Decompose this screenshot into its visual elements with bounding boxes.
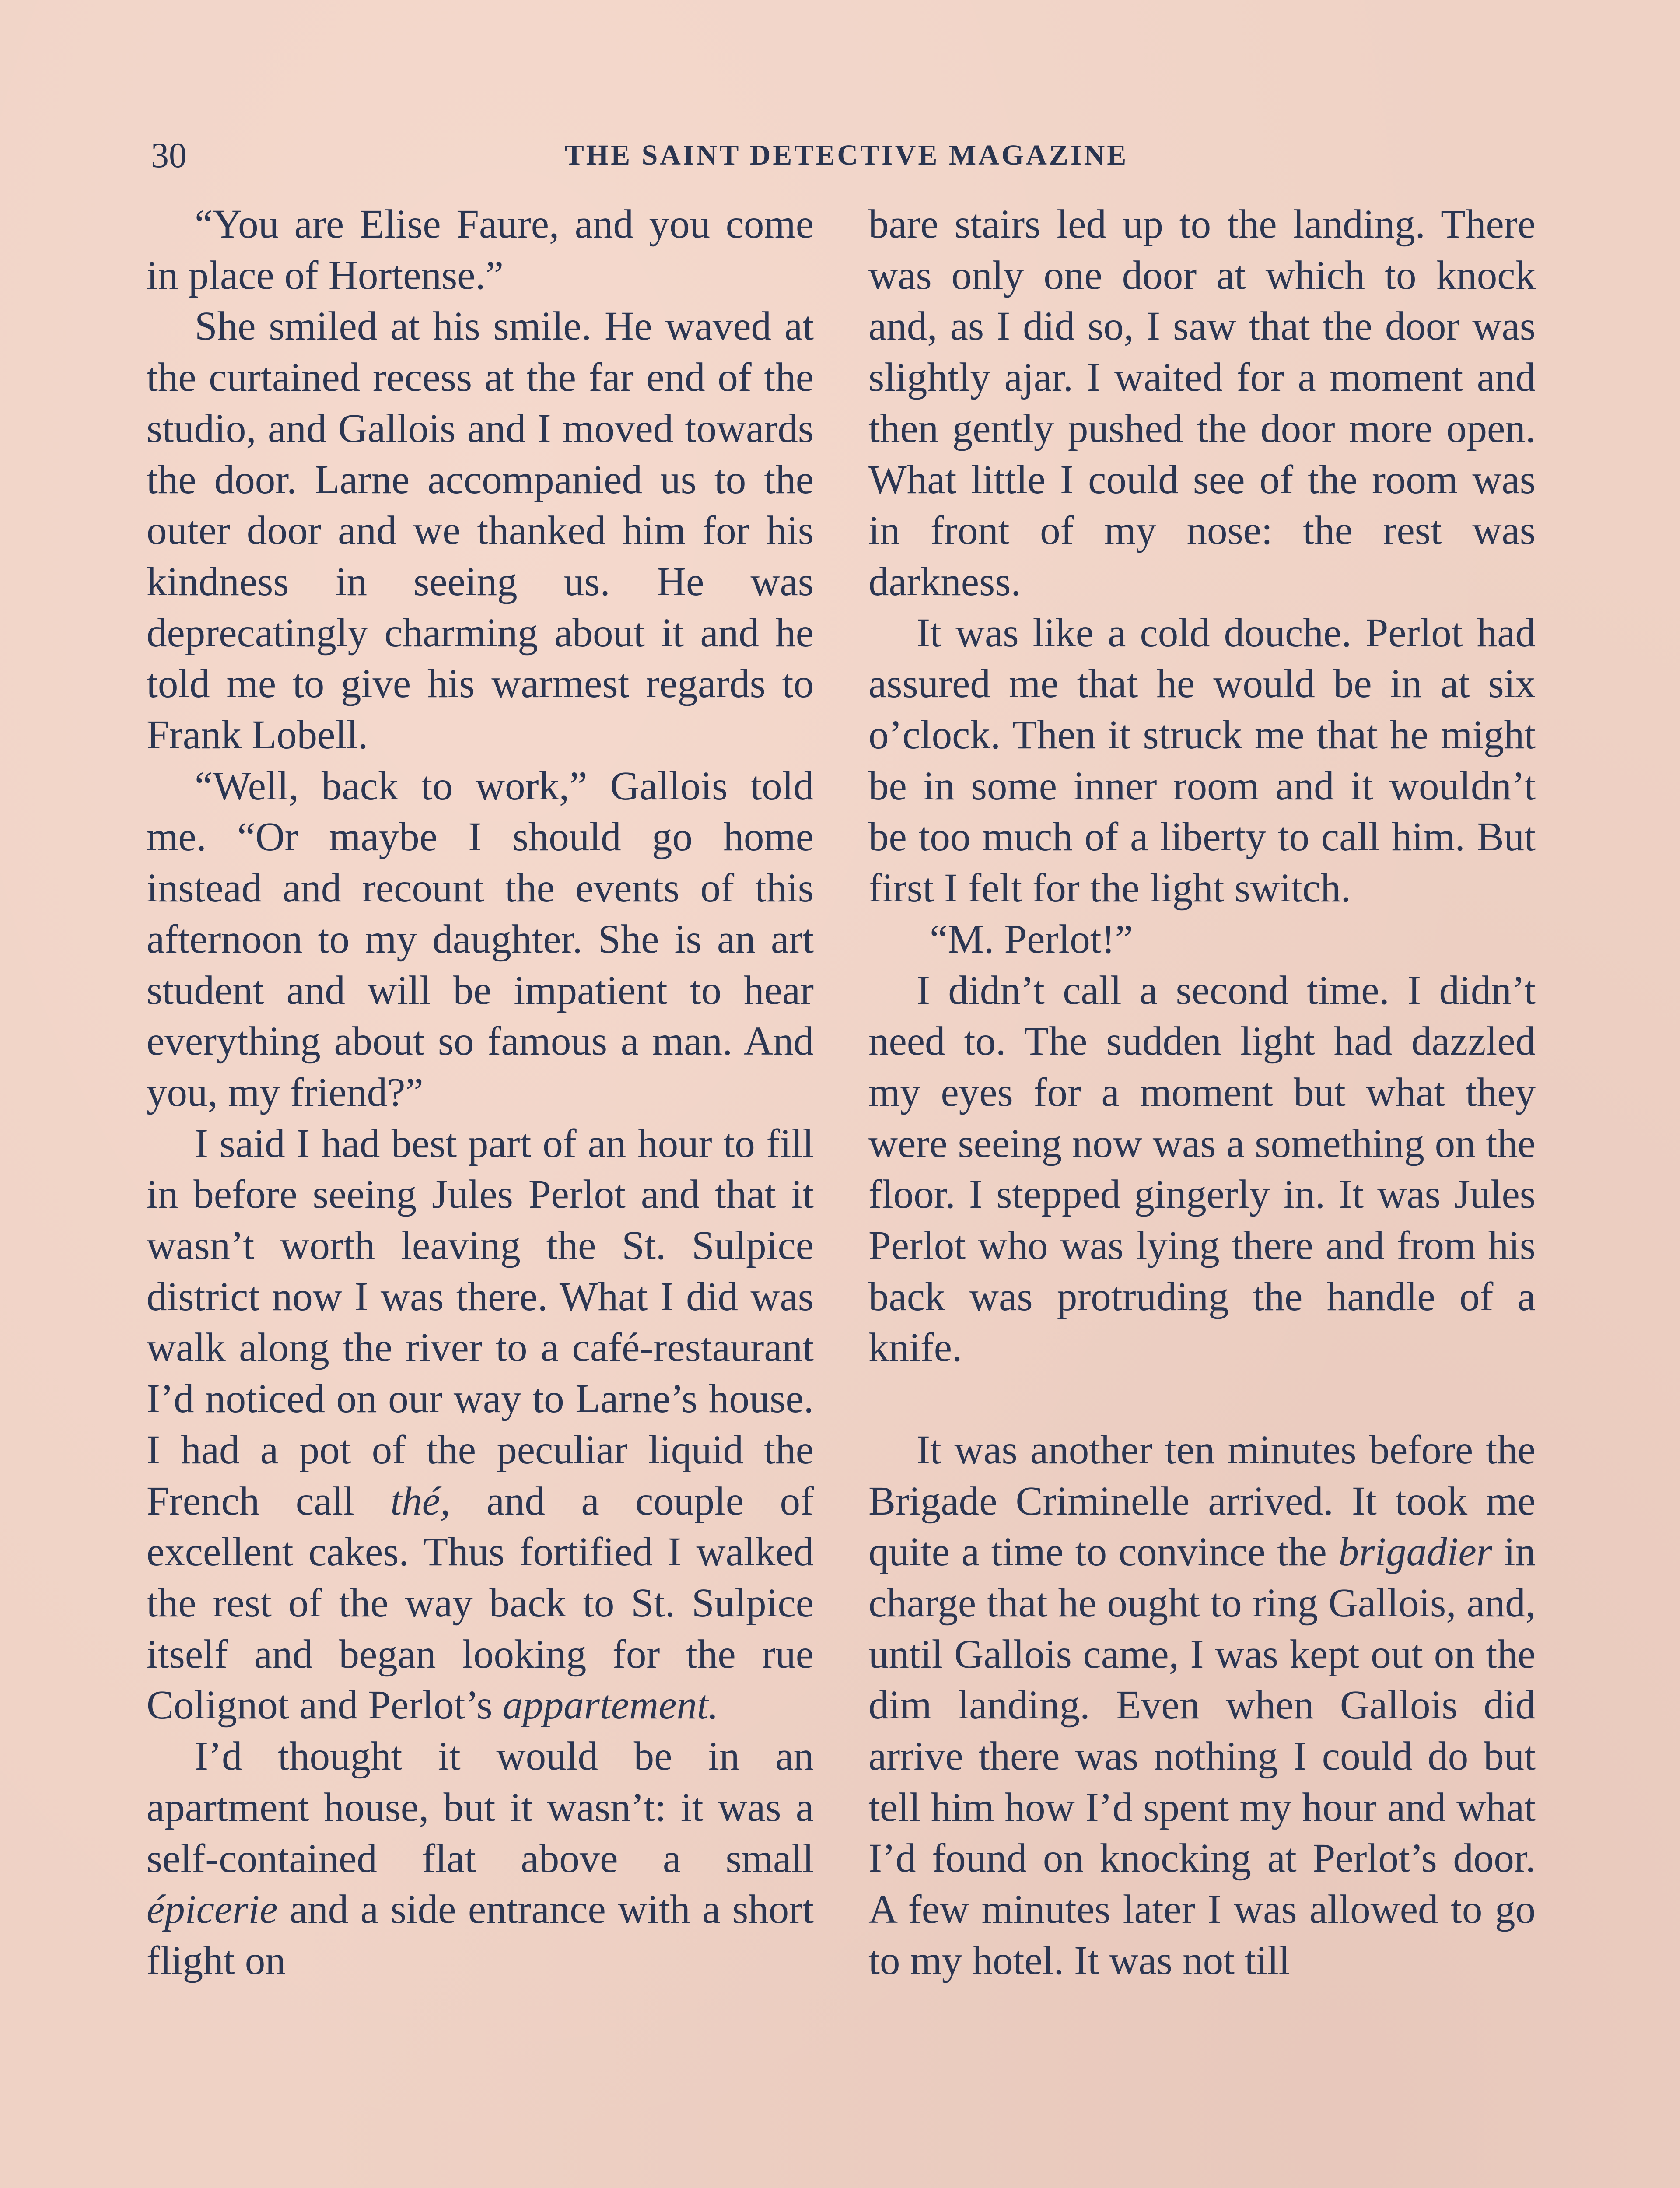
paragraph [147,1731,814,1987]
left-column [147,199,814,1987]
paragraph [147,1119,814,1731]
italic-text: brigadier [1338,1529,1492,1575]
text-run: I said I had best part of an hour to fill in before seeing Jules Perlot and that it wasn’t worth leaving the St. Sulpice district now I was there. What I did was walk along the river to a café-restaurant I’d noticed on our way to Larne’s house. I had a pot of the peculiar liquid the French call [147,1121,814,1524]
paragraph: It was like a cold douche. Perlot had assured me that he would be in at six o’clock. Then it struck me that he might be in some inner room and it wouldn’t be too much of a liberty to call him. But first I felt for the light switch. [868,610,1536,911]
page-header [151,131,1542,179]
text-run: It was another ten minutes before the Brigade Criminelle arrived. It took me quite a time to convince the [868,1427,1536,1575]
page-number: 30 [151,135,187,175]
text-run: and a couple of excellent cakes. Thus fortified I walked the rest of the way back to St. Sulpice itself and began looking for the rue Colignot and Perlot’s [147,1478,814,1728]
paragraph: “You are Elise Faure, and you come in place of Hortense.” [147,202,814,298]
right-column [868,199,1536,1987]
paragraph: “M. Perlot!” [930,916,1133,962]
paragraph-continued: bare stairs led up to the landing. There was only one door at which to knock and, as I did so, I saw that the door was slightly ajar. I waited for a moment and then gently pushed the door more open. What little I could see of the room was in front of my nose: the rest was darkness. [868,202,1536,604]
text-run: in charge that he ought to ring Gallois, and, until Gallois came, I was kept out on the dim landing. Even when Gallois did arrive there was nothing I could do but tell him how I’d spent my hour and what I’d found on knocking at Perlot’s door. A few minutes later I was allowed to go to my hotel. It was not till [868,1529,1536,1983]
running-title: THE SAINT DETECTIVE MAGAZINE [564,139,1129,171]
text-run: and a side entrance with a short flight on [147,1887,814,1983]
italic-text: thé, [390,1478,451,1524]
paragraph [868,1425,1536,1987]
italic-text: appartement. [502,1683,719,1728]
paragraph: She smiled at his smile. He waved at the curtained recess at the far end of the studio, and Gallois and I moved towards the door. Larne accompanied us to the outer door and we thanked him for his kindness in seeing us. He was deprecatingly charming about it and he told me to give his warmest regards to Frank Lobell. [147,304,814,758]
text-run: I’d thought it would be in an apartment house, but it wasn’t: it was a self-contained flat above a small [147,1734,814,1881]
italic-text: épicerie [147,1887,278,1932]
paragraph: “Well, back to work,” Gallois told me. “Or maybe I should go home instead and recount the events of this afternoon to my daughter. She is an art student and will be impatient to hear everything about so famous a man. And you, my friend?” [147,763,814,1115]
paragraph: I didn’t call a second time. I didn’t need to. The sudden light had dazzled my eyes for a moment but what they were seeing now was a something on the floor. I stepped gingerly in. It was Jules Perlot who was lying there and from his back was protruding the handle of a knife. [868,968,1536,1371]
